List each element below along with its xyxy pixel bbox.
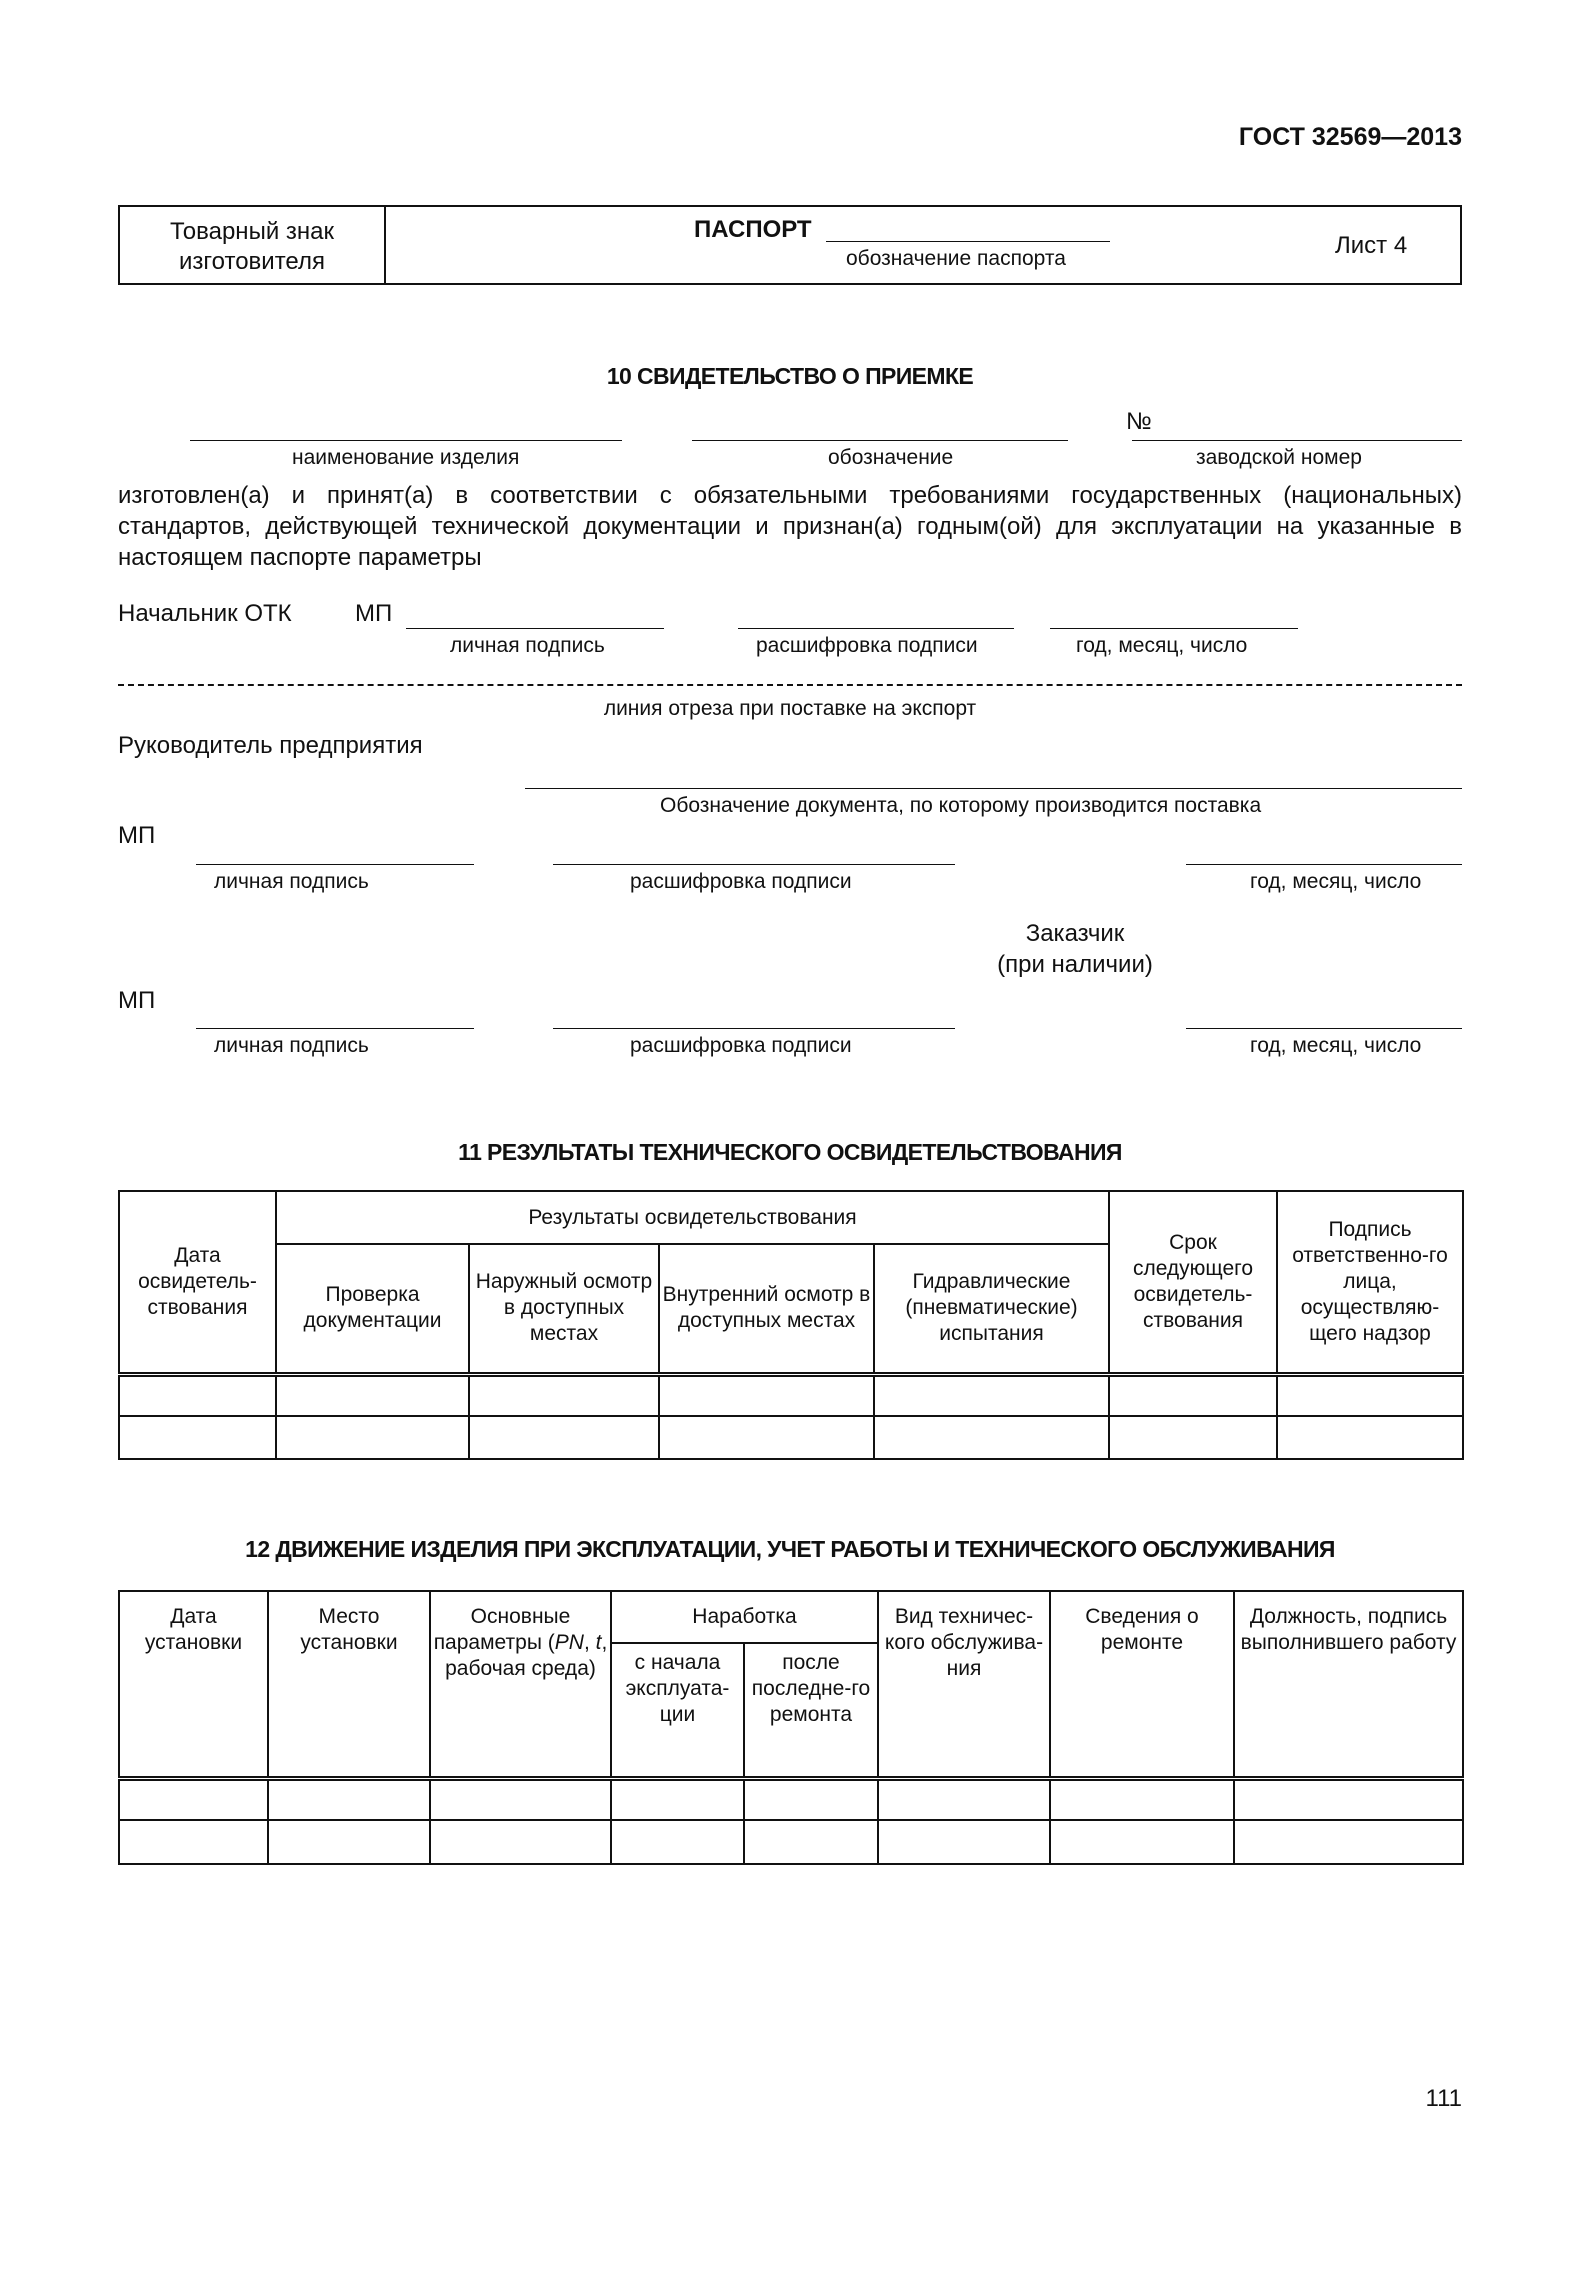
- number-sign: №: [1126, 408, 1152, 435]
- supply-doc-line: [525, 788, 1462, 789]
- caption-otk-sign: личная подпись: [450, 634, 605, 657]
- otk-decode-line: [738, 628, 1014, 629]
- caption-director-sign: личная подпись: [214, 870, 369, 893]
- col-main-parameters: Основные параметры (PN, t, рабочая среда): [430, 1591, 611, 1778]
- caption-director-decode: расшифровка подписи: [630, 870, 852, 893]
- col-inspection-results: Результаты освидетельствования: [276, 1191, 1109, 1244]
- section-12-title: 12 ДВИЖЕНИЕ ИЗДЕЛИЯ ПРИ ЭКСПЛУАТАЦИИ, УЧЕТ РАБОТЫ И ТЕХНИЧЕСКОГО ОБСЛУЖИВАНИЯ: [245, 1536, 1335, 1562]
- col-service-type: Вид техничес-кого обслужива-ния: [878, 1591, 1050, 1778]
- passport-title: ПАСПОРТ: [694, 216, 812, 243]
- sheet-number: Лист 4: [1335, 232, 1408, 259]
- passport-caption: обозначение паспорта: [846, 247, 1066, 270]
- inspection-results-table: [118, 1190, 1464, 1460]
- product-name-line: [190, 440, 622, 441]
- section-11-title: 11 РЕЗУЛЬТАТЫ ТЕХНИЧЕСКОГО ОСВИДЕТЕЛЬСТВОВАНИЯ: [458, 1139, 1122, 1165]
- caption-director-date: год, месяц, число: [1250, 870, 1422, 893]
- col-runtime: Наработка: [611, 1591, 878, 1643]
- col-since-repair: после последне-го ремонта: [744, 1643, 878, 1778]
- col-external-inspection: Наружный осмотр в доступных местах: [469, 1244, 659, 1374]
- stamp-label-2: МП: [118, 822, 156, 849]
- designation-line: [692, 440, 1068, 441]
- cut-line-caption: линия отреза при поставке на экспорт: [603, 697, 977, 720]
- otk-date-line: [1050, 628, 1298, 629]
- stamp-label-3: МП: [118, 987, 156, 1014]
- caption-serial-number: заводской номер: [1196, 446, 1362, 469]
- caption-customer-date: год, месяц, число: [1250, 1034, 1422, 1057]
- customer-date-line: [1186, 1028, 1462, 1029]
- customer-decode-line: [553, 1028, 955, 1029]
- caption-supply-doc: Обозначение документа, по которому производится поставка: [660, 794, 1262, 817]
- trademark-label: Товарный знак изготовителя: [170, 218, 334, 275]
- director-date-line: [1186, 864, 1462, 865]
- col-repair-info: Сведения о ремонте: [1050, 1591, 1234, 1778]
- cut-line: [118, 684, 1462, 686]
- otk-sign-line: [406, 628, 664, 629]
- director-sign-line: [196, 864, 474, 865]
- caption-customer-decode: расшифровка подписи: [630, 1034, 852, 1057]
- document-code: ГОСТ 32569—2013: [1238, 123, 1462, 151]
- col-hydraulic-tests: Гидравлические (пневматические) испытания: [874, 1244, 1109, 1374]
- table-row: [119, 1820, 1463, 1864]
- customer-label: Заказчик (при наличии): [997, 920, 1153, 978]
- caption-otk-decode: расшифровка подписи: [756, 634, 978, 657]
- col-supervisor-signature: Подпись ответственно-го лица, осуществляю-щего надзор: [1277, 1191, 1463, 1374]
- caption-designation: обозначение: [828, 446, 954, 469]
- table-row: [119, 1778, 1463, 1820]
- page-number: 111: [1425, 2085, 1462, 2112]
- passport-number-line: [826, 241, 1110, 242]
- stamp-label: МП: [355, 600, 393, 627]
- caption-otk-date: год, месяц, число: [1076, 634, 1248, 657]
- passport-header: [118, 205, 1462, 285]
- col-documentation-check: Проверка документации: [276, 1244, 469, 1374]
- caption-customer-sign: личная подпись: [214, 1034, 369, 1057]
- acceptance-paragraph: изготовлен(а) и принят(а) в соответствии с обязательными требованиями государственных (национальных) стандартов, действующей технической документации и признан(а) годным(ой) для эксплуатации на указанные в настоящем паспорте параметры: [118, 482, 1462, 571]
- col-install-date: Дата установки: [119, 1591, 268, 1778]
- caption-product-name: наименование изделия: [292, 446, 520, 469]
- col-position-signature: Должность, подпись выполнившего работу: [1234, 1591, 1463, 1778]
- director-label: Руководитель предприятия: [118, 732, 423, 759]
- table-row: [119, 1416, 1463, 1459]
- customer-sign-line: [196, 1028, 474, 1029]
- section-10-title: 10 СВИДЕТЕЛЬСТВО О ПРИЕМКЕ: [606, 363, 974, 389]
- col-next-inspection: Срок следующего освидетель-ствования: [1109, 1191, 1277, 1374]
- otk-head-label: Начальник ОТК: [118, 600, 292, 627]
- serial-number-line: [1132, 440, 1462, 441]
- director-decode-line: [553, 864, 955, 865]
- col-inspection-date: Дата освидетель-ствования: [119, 1191, 276, 1374]
- col-install-place: Место установки: [268, 1591, 430, 1778]
- operation-log-table: [118, 1590, 1464, 1865]
- table-row: [119, 1374, 1463, 1416]
- col-internal-inspection: Внутренний осмотр в доступных местах: [659, 1244, 874, 1374]
- col-since-start: с начала эксплуата-ции: [611, 1643, 744, 1778]
